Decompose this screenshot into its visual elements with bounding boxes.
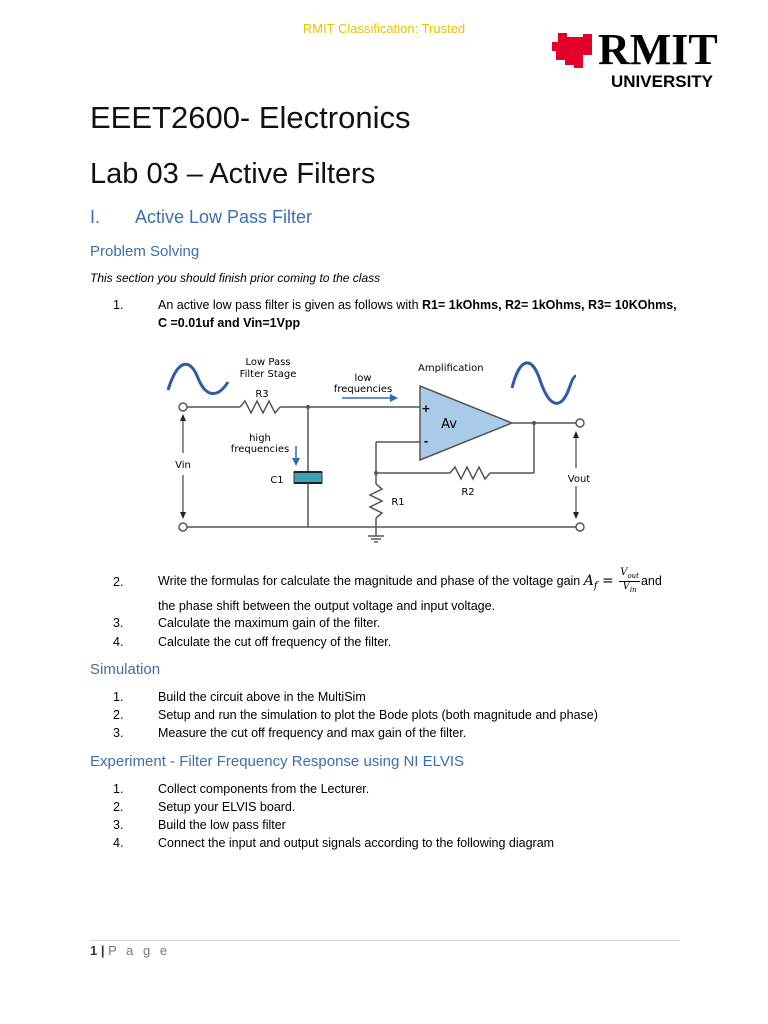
simulation-heading: Simulation (90, 661, 161, 678)
exp-item-1-text: Collect components from the Lecturer. (158, 782, 370, 796)
page-footer (90, 943, 170, 958)
label-amplification: Amplification (418, 363, 484, 374)
logo-text-university: UNIVERSITY (611, 72, 714, 91)
label-vin: Vin (175, 460, 191, 471)
label-high-1: high (249, 433, 271, 444)
label-filter-stage-2: Filter Stage (239, 369, 297, 380)
ps-item-2-after: and (640, 574, 662, 588)
sim-item-1-number: 1. (113, 690, 124, 704)
exp-item-2-text: Setup your ELVIS board. (158, 800, 296, 814)
lab-title: Lab 03 – Active Filters (90, 158, 376, 190)
sim-item-2-number: 2. (113, 708, 124, 722)
exp-item-3-text: Build the low pass filter (158, 818, 286, 832)
resistor-r3 (240, 401, 280, 413)
output-sine-wave (512, 363, 576, 403)
classification-label: RMIT Classification: Trusted (302, 21, 466, 36)
vout-arrow-down (573, 512, 579, 519)
sim-item-3-number: 3. (113, 726, 124, 740)
label-r1: R1 (391, 497, 405, 508)
gain-subscript: f (593, 580, 598, 592)
rmit-logo-graphic (552, 24, 742, 94)
sim-item-1-text: Build the circuit above in the MultiSim (158, 690, 366, 704)
denominator-v: V (622, 581, 630, 593)
gain-fraction (619, 568, 640, 595)
label-r3: R3 (255, 389, 269, 400)
vin-arrow-down (180, 512, 186, 519)
capacitor-c1 (294, 472, 322, 483)
ps-item-4-number: 4. (113, 635, 124, 649)
problem-solving-heading: Problem Solving (90, 243, 200, 260)
experiment-heading: Experiment - Filter Frequency Response using NI ELVIS (90, 753, 465, 770)
label-c1: C1 (270, 475, 284, 486)
problem-solving-intro: This section you should finish prior coming to the class (90, 271, 381, 285)
ps-item-1-number: 1. (113, 298, 124, 312)
resistor-r2 (450, 467, 490, 479)
label-filter-stage-1: Low Pass (245, 357, 291, 368)
page-label: P a g e (108, 943, 171, 958)
ps-item-2-number: 2. (113, 575, 124, 589)
vin-arrow-up (180, 414, 186, 421)
denominator-sub: in (629, 586, 637, 595)
exp-item-4-text: Connect the input and output signals according to the following diagram (158, 836, 555, 850)
ps-item-3-number: 3. (113, 616, 124, 630)
input-terminal-top (179, 403, 187, 411)
gain-symbol: A (583, 573, 594, 589)
ps-item-4-text: Calculate the cut off frequency of the filter. (158, 635, 392, 649)
label-minus: - (423, 435, 429, 448)
label-plus: + (421, 402, 431, 415)
footer-divider (90, 940, 680, 941)
exp-item-3-number: 3. (113, 818, 124, 832)
resistor-r1 (370, 484, 382, 518)
gain-denominator (619, 582, 640, 595)
page-number: 1 (90, 943, 98, 958)
gain-numerator (619, 568, 640, 582)
ps-item-2-line2: the phase shift between the output voltage and input voltage. (158, 599, 496, 613)
rmit-pixel-mark (552, 33, 592, 68)
numerator-v: V (620, 567, 628, 579)
sim-item-3-text: Measure the cut off frequency and max gain of the filter. (158, 726, 467, 740)
ps-item-2-text (158, 567, 683, 601)
high-frequency-arrow (292, 458, 300, 466)
low-frequency-arrow (390, 394, 398, 402)
label-r2: R2 (461, 487, 475, 498)
ps-item-2-before: Write the formulas for calculate the magnitude and phase of the voltage gain (158, 574, 584, 588)
ps-item-1-text (158, 296, 683, 332)
ps-item-1-prefix: An active low pass filter is given as follows with (158, 298, 422, 312)
label-av: Av (441, 417, 457, 432)
exp-item-2-number: 2. (113, 800, 124, 814)
ps-item-1-values: R1= 1kOhms, R2= 1kOhms, R3= 10KOhms, C =0.01uf and Vin=1Vpp (158, 298, 677, 330)
label-vout: Vout (567, 474, 591, 485)
gain-equals: = (597, 573, 619, 589)
exp-item-4-number: 4. (113, 836, 124, 850)
label-low-2: frequencies (333, 384, 393, 395)
numerator-sub: out (627, 572, 639, 581)
section-title: Active Low Pass Filter (135, 207, 313, 227)
logo-text-rmit: RMIT (598, 25, 718, 74)
ps-item-3-text: Calculate the maximum gain of the filter. (158, 616, 381, 630)
vout-arrow-up (573, 431, 579, 438)
opamp-triangle (420, 386, 512, 460)
output-terminal-bottom (576, 523, 584, 531)
page-separator: | (100, 943, 105, 958)
input-sine-wave (168, 364, 228, 393)
output-terminal-top (576, 419, 584, 427)
input-terminal-bottom (179, 523, 187, 531)
low-pass-filter-circuit (160, 350, 600, 555)
exp-item-1-number: 1. (113, 782, 124, 796)
label-high-2: frequencies (230, 444, 290, 455)
rmit-logo (552, 24, 742, 94)
course-title: EEET2600- Electronics (90, 100, 411, 135)
circuit-svg (160, 350, 600, 555)
section-number: I. (90, 207, 101, 227)
label-low-1: low (354, 373, 372, 384)
sim-item-2-text: Setup and run the simulation to plot the Bode plots (both magnitude and phase) (158, 708, 598, 722)
